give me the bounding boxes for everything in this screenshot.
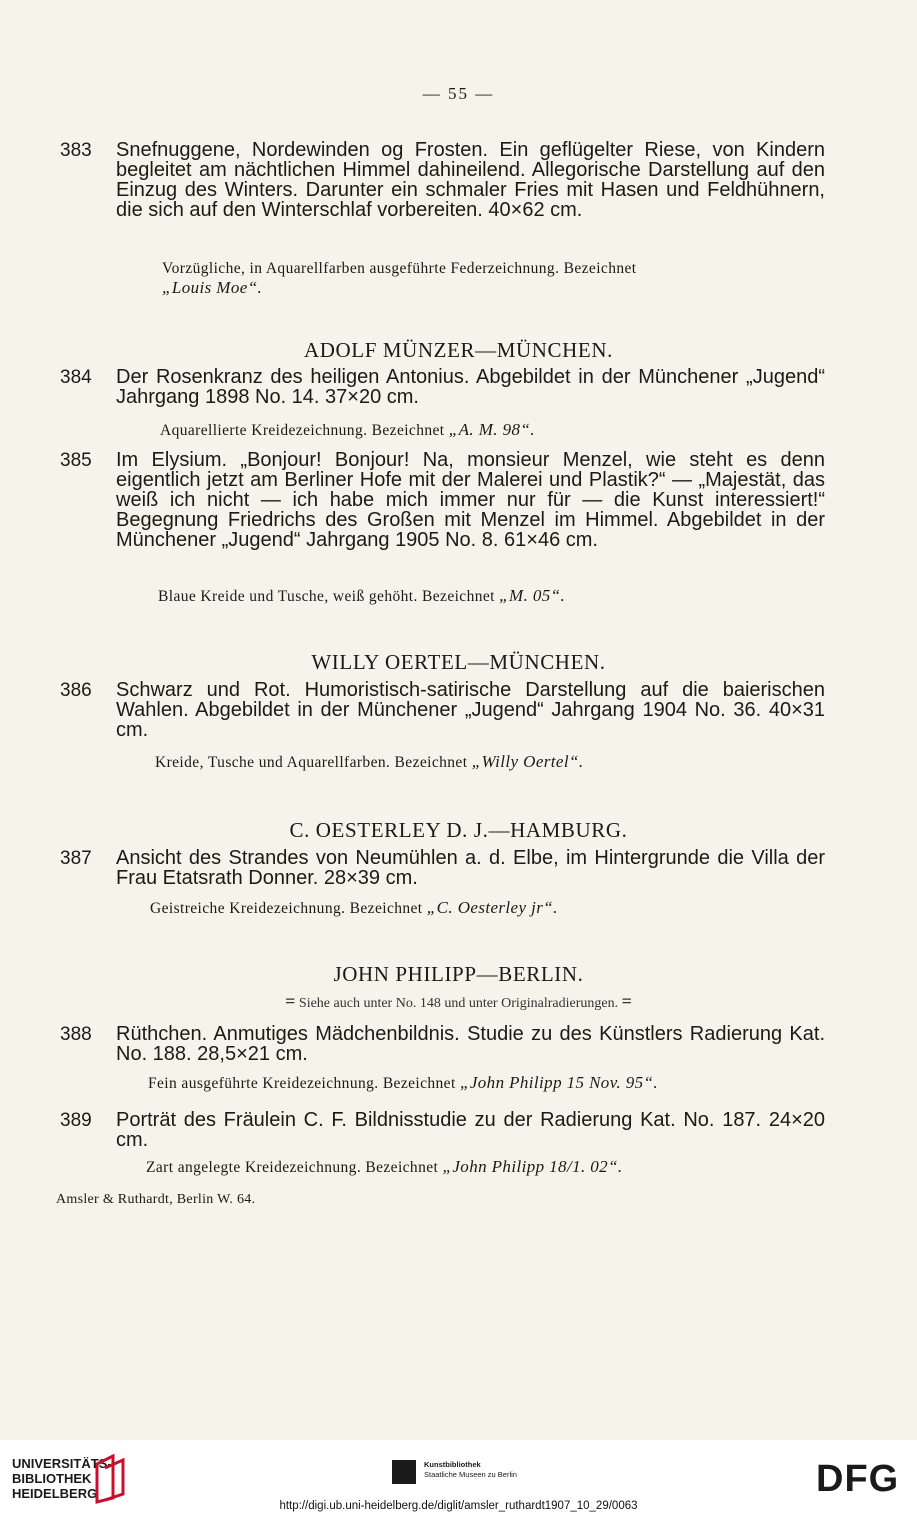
entry-description: Schwarz und Rot. Humoristisch-satirische Darstellung auf die baierischen Wahlen. Abgebildet in der Münchener „Jugend“ Jahrgang 1904 No. 36. 40×31 cm. xyxy=(116,679,825,741)
signature: „Willy Oertel“. xyxy=(471,752,584,771)
artist-heading-oesterley: C. OESTERLEY D. J.—HAMBURG. xyxy=(289,818,628,842)
kb-logo-line: Kunstbibliothek xyxy=(424,1460,481,1469)
kb-logo-line: Staatliche Museen zu Berlin xyxy=(424,1470,517,1479)
entry-description: Rüthchen. Anmutiges Mädchenbildnis. Studie zu des Künstlers Radierung Kat. No. 188. 28,5×21 cm. xyxy=(116,1023,825,1065)
signature: „A. M. 98“. xyxy=(448,420,535,439)
double-bar-right: = xyxy=(621,991,632,1011)
entry-note-387 xyxy=(150,898,558,918)
entry-description: Im Elysium. „Bonjour! Bonjour! Na, monsieur Menzel, wie steht es denn eigentlich jetzt am Berliner Hofe mit der Malerei und Plastik?“ — „Majestät, das weiß ich nicht — ich habe mich immer nur für — die Kunst interessiert!“ Begegnung Friedrichs des Großen mit Menzel im Himmel. Abgebildet in der Münchener „Jugend“ Jahrgang 1905 No. 8. 61×46 cm. xyxy=(116,449,825,551)
signature: „John Philipp 15 Nov. 95“. xyxy=(459,1073,658,1092)
catalog-entry-384 xyxy=(60,367,825,407)
entry-note-388 xyxy=(148,1073,658,1093)
artist-heading-munzer: ADOLF MÜNZER—MÜNCHEN. xyxy=(304,338,613,362)
ub-logo-line: BIBLIOTHEK xyxy=(12,1471,92,1486)
technique-note: Aquarellierte Kreidezeichnung. Bezeichnet xyxy=(160,422,445,439)
technique-note: Vorzügliche, in Aquarellfarben ausgeführte Federzeichnung. Bezeichnet xyxy=(162,260,637,277)
kunstbibliothek-mark-icon xyxy=(392,1460,416,1484)
entry-note-383 xyxy=(162,260,636,298)
entry-number: 383 xyxy=(60,140,92,161)
kunstbibliothek-logo[interactable] xyxy=(424,1460,517,1480)
printer-imprint: Amsler & Ruthardt, Berlin W. 64. xyxy=(56,1192,256,1207)
catalog-entry-387 xyxy=(60,848,825,888)
entry-note-389 xyxy=(146,1157,623,1177)
catalog-entry-383 xyxy=(60,140,825,220)
technique-note: Zart angelegte Kreidezeichnung. Bezeichnet xyxy=(146,1159,439,1176)
entry-number: 387 xyxy=(60,848,92,869)
entry-description: Snefnuggene, Nordewinden og Frosten. Ein geflügelter Riese, von Kindern begleitet am nächtlichen Himmel dahineilend. Allegorische Darstellung auf den Einzug des Winters. Darunter ein schmaler Fries mit Hasen und Feldhühnern, die sich auf den Winterschlaf vorbereiten. 40×62 cm. xyxy=(116,139,825,221)
entry-note-385 xyxy=(158,586,565,606)
entry-note-384 xyxy=(160,420,535,440)
digitization-footer xyxy=(0,1440,917,1517)
artist-heading-oertel: WILLY OERTEL—MÜNCHEN. xyxy=(311,650,606,674)
entry-number: 389 xyxy=(60,1110,92,1131)
entry-number: 386 xyxy=(60,680,92,701)
entry-description: Der Rosenkranz des heiligen Antonius. Abgebildet in der Münchener „Jugend“ Jahrgang 1898 No. 14. 37×20 cm. xyxy=(116,366,825,408)
entry-description: Ansicht des Strandes von Neumühlen a. d. Elbe, im Hintergrunde die Villa der Frau Etatsrath Donner. 28×39 cm. xyxy=(116,847,825,889)
signature: „C. Oesterley jr“. xyxy=(426,898,558,917)
technique-note: Fein ausgeführte Kreidezeichnung. Bezeichnet xyxy=(148,1075,456,1092)
catalog-entry-389 xyxy=(60,1110,825,1150)
ub-logo-line: HEIDELBERG xyxy=(12,1486,98,1501)
entry-note-386 xyxy=(155,752,583,772)
artist-heading-philipp: JOHN PHILIPP—BERLIN. xyxy=(333,962,584,986)
entry-description: Porträt des Fräulein C. F. Bildnisstudie zu der Radierung Kat. No. 187. 24×20 cm. xyxy=(116,1109,825,1151)
signature: „John Philipp 18/1. 02“. xyxy=(442,1157,623,1176)
signature: „M. 05“. xyxy=(499,586,566,605)
technique-note: Kreide, Tusche und Aquarellfarben. Bezeichnet xyxy=(155,754,468,771)
catalog-entry-388 xyxy=(60,1024,825,1064)
double-bar-left: = xyxy=(285,991,296,1011)
technique-note: Blaue Kreide und Tusche, weiß gehöht. Bezeichnet xyxy=(158,588,495,605)
cross-reference-text: Siehe auch unter No. 148 und unter Originalradierungen. xyxy=(298,996,619,1011)
technique-note: Geistreiche Kreidezeichnung. Bezeichnet xyxy=(150,900,423,917)
cross-reference xyxy=(0,991,917,1012)
catalog-entry-385 xyxy=(60,450,825,550)
permalink-url[interactable]: http://digi.ub.uni-heidelberg.de/diglit/amsler_ruthardt1907_10_29/0063 xyxy=(279,1500,638,1512)
signature: „Louis Moe“. xyxy=(162,278,263,297)
entry-number: 384 xyxy=(60,367,92,388)
page-number: — 55 — xyxy=(422,84,495,103)
entry-number: 388 xyxy=(60,1024,92,1045)
catalog-entry-386 xyxy=(60,680,825,740)
entry-number: 385 xyxy=(60,450,92,471)
ub-heidelberg-mark-icon xyxy=(93,1454,127,1504)
ub-logo-line: UNIVERSITÄTS- xyxy=(12,1456,112,1471)
dfg-logo[interactable]: DFG xyxy=(816,1458,900,1500)
